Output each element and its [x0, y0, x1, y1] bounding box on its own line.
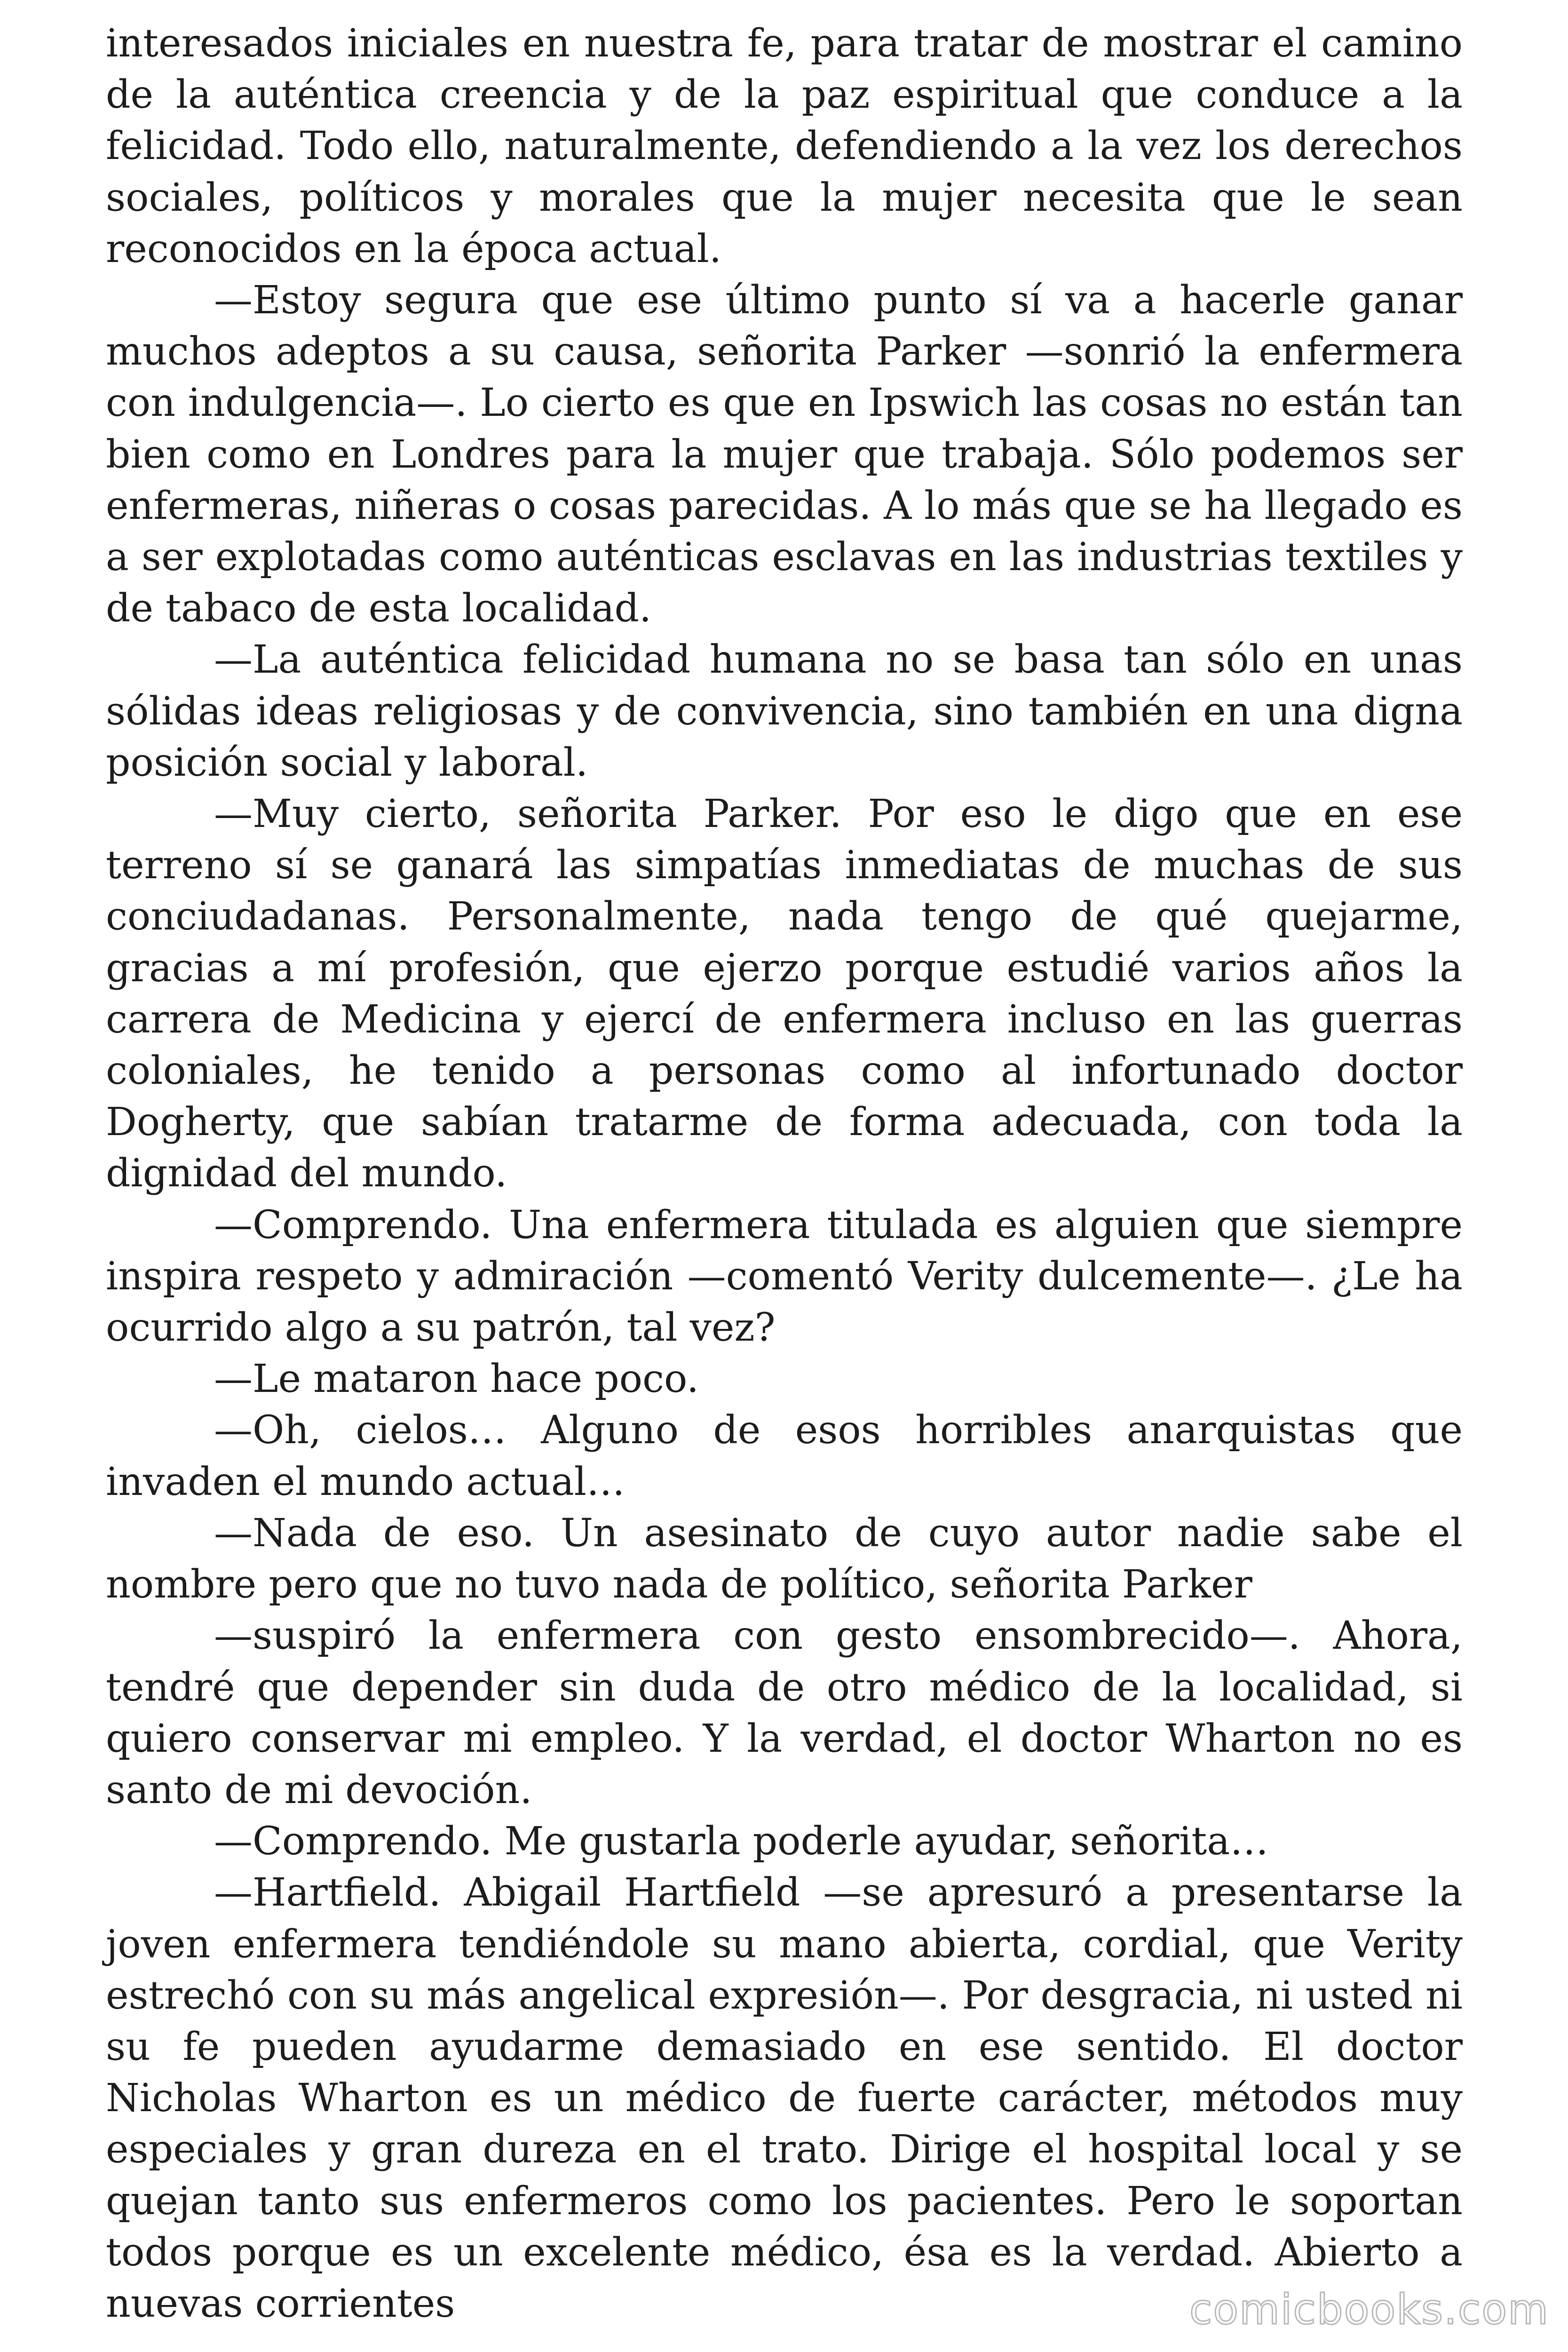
- paragraph-3: —La auténtica felicidad humana no se basa tan sólo en unas sólidas ideas religiosas y de convivencia, sino también en una digna posición social y laboral.: [106, 637, 1463, 785]
- paragraph-5: —Comprendo. Una enfermera titulada es alguien que siempre inspira respeto y admiración —comentó Verity dulcemente—. ¿Le ha ocurrido algo a su patrón, tal vez?: [106, 1202, 1463, 1351]
- paragraph-7: —Oh, cielos… Alguno de esos horribles anarquistas que invaden el mundo actual…: [106, 1408, 1463, 1504]
- paragraph-1: interesados iniciales en nuestra fe, para tratar de mostrar el camino de la auténtica creencia y de la paz espiritual que conduce a la felicidad. Todo ello, naturalmente, defendiendo a la vez los derechos sociales, políticos y morales que la mujer necesita que le sean reconocidos en la época actual.: [106, 21, 1463, 271]
- paragraph-11: —Hartfield. Abigail Hartfield —se apresuró a presentarse la joven enfermera tendiéndole su mano abierta, cordial, que Verity estrechó con su más angelical expresión—. Por desgracia, ni usted ni su fe pueden ayudarme demasiado en ese sentido. El doctor Nicholas Wharton es un médico de fuerte carácter, métodos muy especiales y gran dureza en el trato. Dirige el hospital local y se quejan tanto sus enfermeros como los pacientes. Pero le soportan todos porque es un excelente médico, ésa es la verdad. Abierto a nuevas corrientes: [106, 1870, 1463, 2326]
- watermark: comicbooks.com: [1189, 2285, 1549, 2334]
- paragraph-8: —Nada de eso. Un asesinato de cuyo autor nadie sabe el nombre pero que no tuvo nada de político, señorita Parker: [106, 1510, 1463, 1607]
- paragraph-6: —Le mataron hace poco.: [214, 1357, 699, 1402]
- page-body: [106, 18, 1463, 2329]
- paragraph-10: —Comprendo. Me gustarla poderle ayudar, señorita…: [214, 1819, 1269, 1864]
- paragraph-4: —Muy cierto, señorita Parker. Por eso le digo que en ese terreno sí se ganará las simpatías inmediatas de muchas de sus conciudadanas. Personalmente, nada tengo de qué quejarme, gracias a mí profesión, que ejerzo porque estudié varios años la carrera de Medicina y ejercí de enfermera incluso en las guerras coloniales, he tenido a personas como al infortunado doctor Dogherty, que sabían tratarme de forma adecuada, con toda la dignidad del mundo.: [106, 792, 1463, 1196]
- paragraph-2: —Estoy segura que ese último punto sí va a hacerle ganar muchos adeptos a su causa, señorita Parker —sonrió la enfermera con indulgencia—. Lo cierto es que en Ipswich las cosas no están tan bien como en Londres para la mujer que trabaja. Sólo podemos ser enfermeras, niñeras o cosas parecidas. A lo más que se ha llegado es a ser explotadas como auténticas esclavas en las industrias textiles y de tabaco de esta localidad.: [106, 278, 1463, 631]
- paragraph-9: —suspiró la enfermera con gesto ensombrecido—. Ahora, tendré que depender sin duda de otro médico de la localidad, si quiero conservar mi empleo. Y la verdad, el doctor Wharton no es santo de mi devoción.: [106, 1613, 1463, 1812]
